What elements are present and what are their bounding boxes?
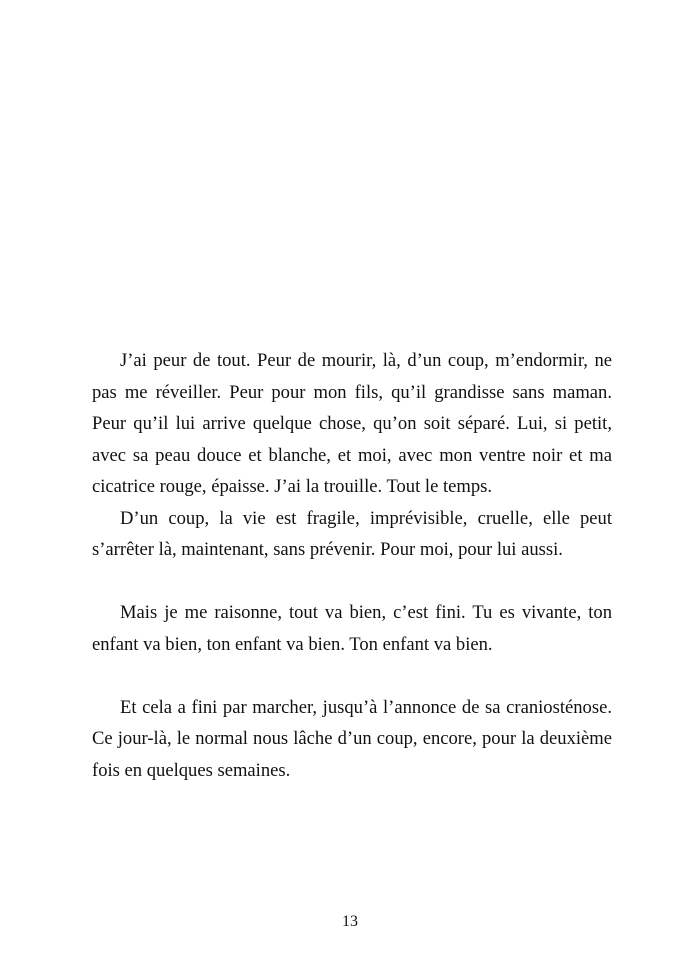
page-number: 13 (342, 913, 358, 930)
paragraph-fear: J’ai peur de tout. Peur de mourir, là, d’un coup, m’endormir, ne pas me réveiller. Peur pour mon fils, qu’il grandisse sans maman. Peur qu’il lui arrive quelque chose, qu’on soit séparé. Lui, si petit, avec sa peau douce et blanche, et moi, avec mon ventre noir et ma cicatrice rouge, épaisse. J’ai la trouille. Tout le temps. (92, 350, 612, 497)
paragraph-craniostenosis: Et cela a fini par marcher, jusqu’à l’annonce de sa craniosténose. Ce jour-là, le normal nous lâche d’un coup, encore, pour la deuxième fois en quelques semaines. (92, 696, 612, 781)
paragraph-reasoning: Mais je me raisonne, tout va bien, c’est fini. Tu es vivante, ton enfant va bien, ton enfant va bien. Ton enfant va bien. (92, 602, 612, 655)
paragraph-fragile-life: D’un coup, la vie est fragile, imprévisible, cruelle, elle peut s’arrêter là, maintenant, sans prévenir. Pour moi, pour lui aussi. (92, 507, 612, 560)
body-text (92, 345, 612, 786)
